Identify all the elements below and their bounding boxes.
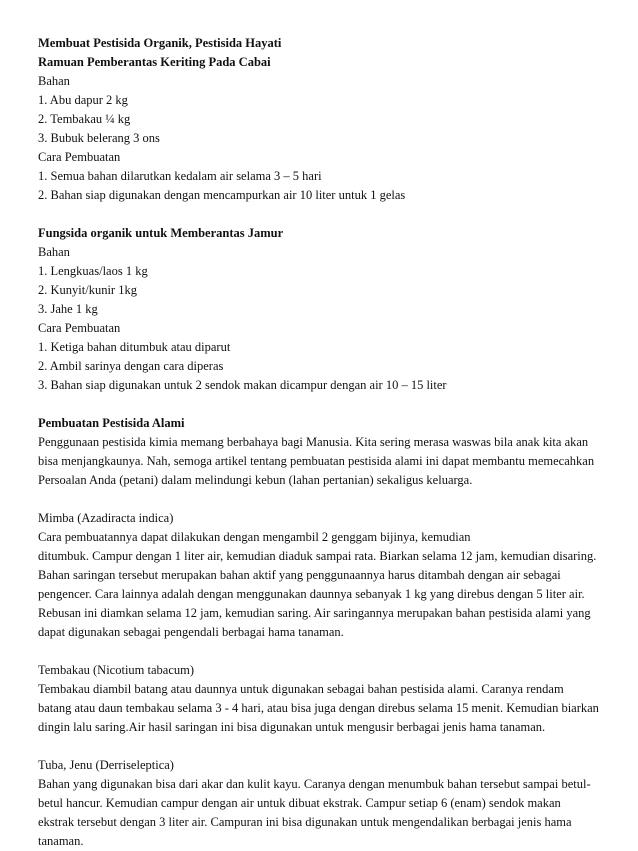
section-tembakau [38, 661, 608, 737]
list-item: 2. Ambil sarinya dengan cara diperas [38, 359, 224, 373]
section-tuba-jenu [38, 756, 608, 851]
paragraph-line: ditumbuk. Campur dengan 1 liter air, kemudian diaduk sampai rata. Biarkan selama 12 jam, kemudian disaring. [38, 549, 597, 563]
section-pembuatan-pestisida-alami [38, 414, 608, 490]
list-item: 3. Bubuk belerang 3 ons [38, 131, 160, 145]
subsection-title: Mimba (Azadiracta indica) [38, 511, 174, 525]
paragraph-line: dingin lalu saring.Air hasil saringan ini bisa digunakan untuk mengusir berbagai jenis hama tanaman. [38, 720, 546, 734]
list-item: 1. Lengkuas/laos 1 kg [38, 264, 148, 278]
subsection-title: Tuba, Jenu (Derriseleptica) [38, 758, 174, 772]
list-item: 1. Semua bahan dilarutkan kedalam air selama 3 – 5 hari [38, 169, 322, 183]
list-item: 1. Abu dapur 2 kg [38, 93, 128, 107]
section-heading: Ramuan Pemberantas Keriting Pada Cabai [38, 55, 271, 69]
paragraph-line: tanaman. [38, 834, 84, 848]
paragraph-gap [38, 737, 608, 756]
subsection-title: Tembakau (Nicotium tabacum) [38, 663, 195, 677]
section-heading: Fungsida organik untuk Memberantas Jamur [38, 226, 284, 240]
paragraph-line: Persoalan Anda (petani) dalam melindungi kebun (lahan pertanian) sekaligus keluarga. [38, 473, 473, 487]
paragraph-line: ekstrak tersebut dengan 3 liter air. Campuran ini bisa digunakan untuk mengendalikan berbagai jenis hama [38, 815, 572, 829]
section-mimba [38, 509, 608, 642]
list-item: 1. Ketiga bahan ditumbuk atau diparut [38, 340, 231, 354]
paragraph-line: Penggunaan pestisida kimia memang berbahaya bagi Manusia. Kita sering merasa waswas bila anak kita akan [38, 435, 589, 449]
paragraph-line: Bahan saringan tersebut merupakan bahan aktif yang penggunaannya harus ditambah dengan air sebagai [38, 568, 561, 582]
text-line: Bahan [38, 74, 70, 88]
paragraph-gap [38, 490, 608, 509]
paragraph-line: dapat digunakan sebagai pengendali berbagai hama tanaman. [38, 625, 344, 639]
list-item: 3. Bahan siap digunakan untuk 2 sendok makan dicampur dengan air 10 – 15 liter [38, 378, 447, 392]
list-item: 2. Bahan siap digunakan dengan mencampurkan air 10 liter untuk 1 gelas [38, 188, 406, 202]
text-line: Cara Pembuatan [38, 150, 121, 164]
paragraph-gap [38, 642, 608, 661]
paragraph-line: batang atau daun tembakau selama 3 - 4 hari, atau bisa juga dengan direbus selama 15 menit. Kemudian biarkan [38, 701, 599, 715]
paragraph-line: bisa menjangkaunya. Nah, semoga artikel tentang pembuatan pestisida alami ini dapat membantu memecahkan [38, 454, 595, 468]
list-item: 2. Kunyit/kunir 1kg [38, 283, 137, 297]
paragraph-line: Bahan yang digunakan bisa dari akar dan kulit kayu. Caranya dengan menumbuk bahan tersebut sampai betul- [38, 777, 591, 791]
section-heading: Pembuatan Pestisida Alami [38, 416, 185, 430]
section-fungsida [38, 224, 608, 395]
paragraph-gap [38, 395, 608, 414]
paragraph-line: pengencer. Cara lainnya adalah dengan menggunakan daunnya sebanyak 1 kg yang direbus dengan 5 liter air. [38, 587, 585, 601]
paragraph-line: Rebusan ini diamkan selama 12 jam, kemudian saring. Air saringannya merupakan bahan pestisida alami yang [38, 606, 591, 620]
paragraph-line: Cara pembuatannya dapat dilakukan dengan mengambil 2 genggam bijinya, kemudian [38, 530, 471, 544]
paragraph-line: Tembakau diambil batang atau daunnya untuk digunakan sebagai bahan pestisida alami. Caranya rendam [38, 682, 564, 696]
text-line: Cara Pembuatan [38, 321, 121, 335]
list-item: 3. Jahe 1 kg [38, 302, 98, 316]
section-pestisida-organik [38, 34, 608, 205]
paragraph-line: betul hancur. Kemudian campur dengan air untuk dibuat ekstrak. Campur setiap 6 (enam) sendok makan [38, 796, 561, 810]
list-item: 2. Tembakau ¼ kg [38, 112, 131, 126]
document-title: Membuat Pestisida Organik, Pestisida Hayati [38, 36, 282, 50]
text-line: Bahan [38, 245, 70, 259]
document-page [38, 34, 608, 851]
paragraph-gap [38, 205, 608, 224]
